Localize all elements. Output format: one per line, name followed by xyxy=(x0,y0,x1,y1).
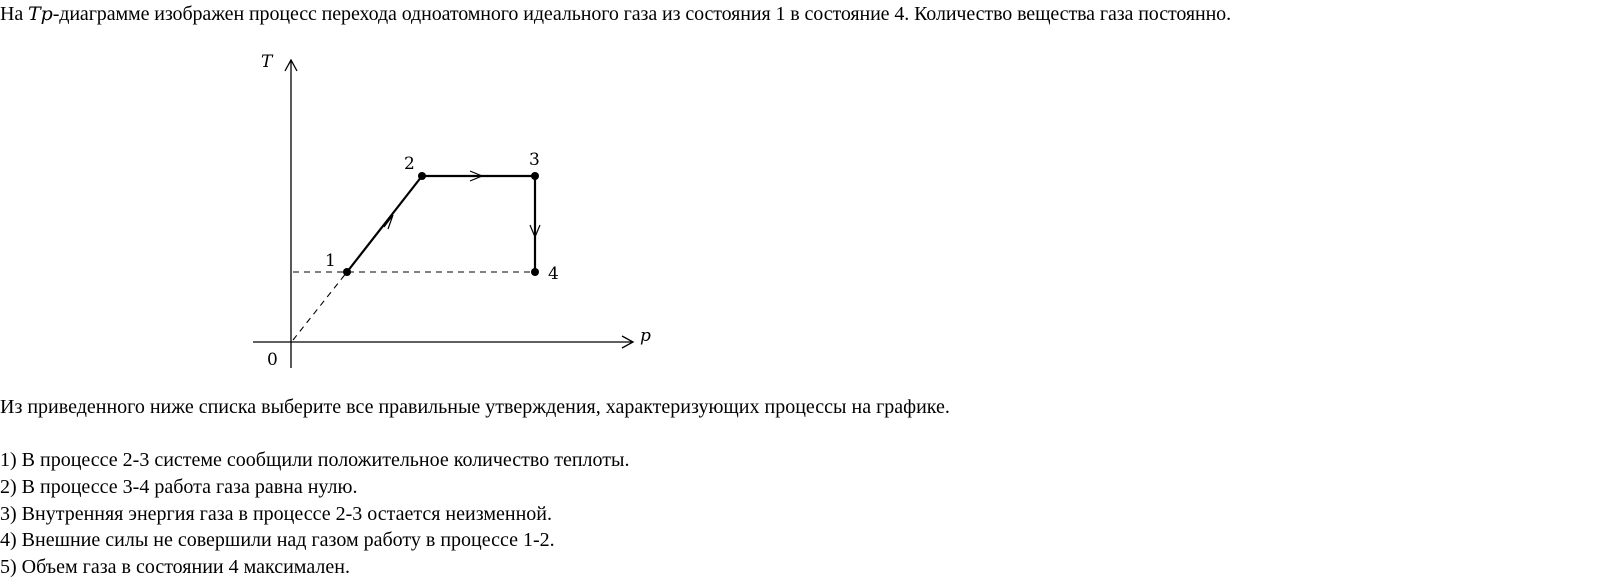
statement-item-3: 3) Внутренняя энергия газа в процессе 2-3 остается неизменной. xyxy=(0,502,552,525)
math-variable-p: p xyxy=(40,3,53,25)
state-point-2 xyxy=(418,172,426,180)
statement-list xyxy=(0,447,629,581)
intro-suffix: -диаграмме изображен процесс перехода одноатомного идеального газа из состояния 1 в состояние 4. Количество вещества газа постоянно. xyxy=(52,3,1231,25)
statement-item-4: 4) Внешние силы не совершили над газом работу в процессе 1-2. xyxy=(0,529,555,552)
state-point-3 xyxy=(531,172,539,180)
tp-diagram xyxy=(0,0,700,380)
statement-item-1: 1) В процессе 2-3 системе сообщили положительное количество теплоты. xyxy=(0,449,630,471)
state-point-4 xyxy=(531,268,539,276)
x-axis-label: p xyxy=(640,326,651,346)
point-label-1: 1 xyxy=(325,251,336,271)
point-label-2: 2 xyxy=(404,154,415,174)
point-label-3: 3 xyxy=(529,150,540,170)
process-1-2 xyxy=(347,176,422,272)
y-axis-label: T xyxy=(261,52,273,72)
tp-diagram-graphic xyxy=(0,0,700,380)
statement-item-2: 2) В процессе 3-4 работа газа равна нулю. xyxy=(0,475,358,498)
state-point-1 xyxy=(343,268,351,276)
point-label-4: 4 xyxy=(548,264,559,284)
statement-item-5: 5) Объем газа в состоянии 4 максимален. xyxy=(0,556,350,579)
origin-label: 0 xyxy=(267,350,278,370)
math-variable-T: T xyxy=(28,3,41,25)
dashed-guide-origin-to-1 xyxy=(293,272,347,340)
question-text: Из приведенного ниже списка выберите все правильные утверждения, характеризующих процессы на графике. xyxy=(0,396,950,418)
intro-prefix: На xyxy=(0,3,29,25)
